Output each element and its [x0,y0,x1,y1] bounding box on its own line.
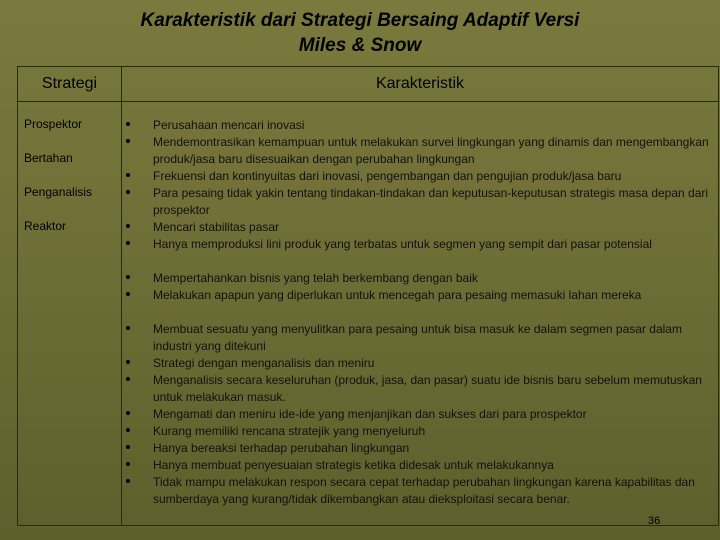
characteristic-text: Mengamati dan meniru ide-ide yang menjanjikan dan sukses dari para prospektor [153,407,587,421]
characteristic-text: Hanya memproduksi lini produk yang terbatas untuk segmen yang sempit dari pasar potensial [153,237,652,251]
characteristic-text: Menganalisis secara keseluruhan (produk, jasa, dan pasar) suatu ide bisnis baru sebelum memutuskan untuk melakukan masuk. [153,373,702,404]
characteristic-text: Strategi dengan menganalisis dan meniru [153,356,375,370]
slide-title [0,8,720,58]
characteristic-text: Para pesaing tidak yakin tentang tindakan-tindakan dan keputusan-keputusan strategis masa depan dari prospektor [153,186,709,217]
characteristic-text: Membuat sesuatu yang menyulitkan para pesaing untuk bisa masuk ke dalam segmen pasar dalam industri yang ditekuni [153,322,682,353]
bullet-dot-icon [126,173,130,177]
bullet-dot-icon [126,190,130,194]
bullet-dot-icon [126,275,130,279]
characteristic-text: Hanya bereaksi terhadap perubahan lingkungan [153,441,410,455]
table-header-row [18,67,718,102]
characteristic-text: Mempertahankan bisnis yang telah berkembang dengan baik [153,271,478,285]
characteristics-list [122,117,718,517]
bullet-dot-icon [126,462,130,466]
characteristic-text: Mencari stabilitas pasar [153,220,280,234]
strategy-penganalisis: Penganalisis [24,185,93,199]
characteristic-text: Kurang memiliki rencana stratejik yang menyeluruh [153,424,426,438]
characteristic-text: Perusahaan mencari inovasi [153,118,305,132]
bullet-dot-icon [126,326,130,330]
bullet-dot-icon [126,479,130,483]
characteristic-text: Melakukan apapun yang diperlukan untuk mencegah para pesaing memasuki lahan mereka [153,288,642,302]
header-characteristics: Karakteristik [375,75,465,92]
bullet-dot-icon [126,139,130,143]
bullet-dot-icon [126,241,130,245]
bullet-dot-icon [126,377,130,381]
bullet-dot-icon [126,411,130,415]
strategy-bertahan: Bertahan [24,151,73,165]
characteristic-text: Hanya membuat penyesuaian strategis ketika didesak untuk melakukannya [153,458,554,472]
bullet-dot-icon [126,122,130,126]
bullet-dot-icon [126,224,130,228]
bullet-dot-icon [126,360,130,364]
slide-title-line1: Karakteristik dari Strategi Bersaing Adaptif Versi [140,10,580,31]
strategy-table [17,66,719,526]
bullet-dot-icon [126,292,130,296]
strategy-reaktor: Reaktor [24,219,67,233]
characteristic-text: Mendemontrasikan kemampuan untuk melakukan survei lingkungan yang dinamis dan mengembangkan produk/jasa baru disesuaikan dengan perubahan lingkungan [153,135,709,166]
header-strategy: Strategi [41,75,98,92]
characteristic-text: Tidak mampu melakukan respon secara cepat terhadap perubahan lingkungan karena kapabilitas dan sumberdaya yang kurang/tidak dikembangkan atau dieksploitasi secara benar. [153,475,695,506]
bullet-dot-icon [126,445,130,449]
characteristic-text: Frekuensi dan kontinyuitas dari inovasi, pengembangan dan pengujian produk/jasa baru [153,169,622,183]
slide-title-line2: Miles & Snow [298,35,422,56]
strategy-prospektor: Prospektor [24,117,83,131]
page-number: 36 [648,515,661,527]
bullet-dot-icon [126,428,130,432]
strategy-column [18,67,122,525]
